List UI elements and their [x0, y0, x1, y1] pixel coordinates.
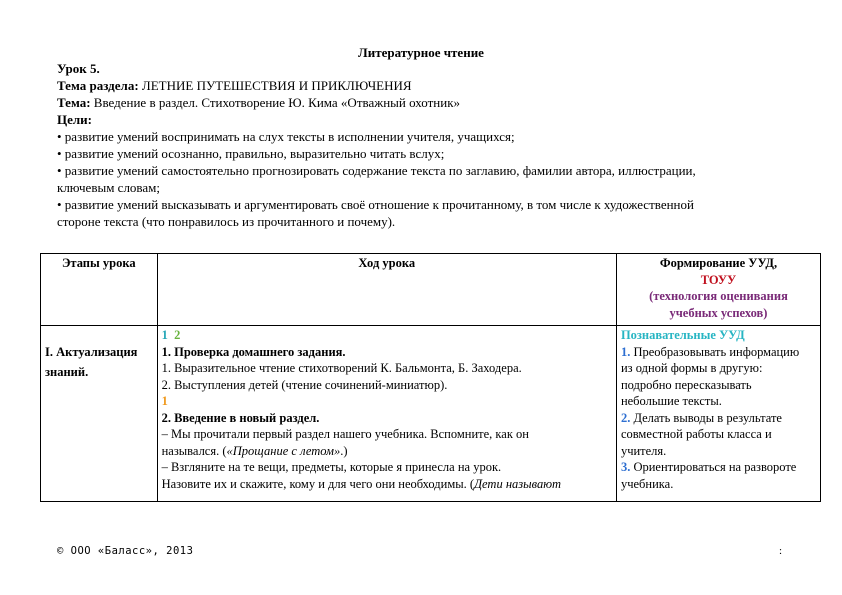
uud-line	[621, 459, 816, 476]
header-course: Ход урока	[157, 254, 616, 326]
marker-cyan: 1	[161, 328, 168, 342]
intro-line	[162, 443, 612, 460]
uud-text: Ориентироваться на развороте	[633, 460, 797, 474]
homework-title: 1. Проверка домашнего задания.	[161, 344, 346, 359]
uud-text: Делать выводы в результате	[633, 410, 782, 425]
uud-line: учебника.	[620, 476, 674, 491]
intro-text: Назовите их и скажите, кому и для чего они необходимы. (	[161, 476, 475, 491]
uud-text: Преобразовывать информацию	[633, 344, 800, 359]
header-touu-sub1: (технология оценивания	[649, 289, 788, 303]
uud-line	[621, 410, 816, 427]
header-touu: ТОУУ	[700, 272, 737, 287]
table-header-row	[41, 254, 821, 326]
uud-item	[621, 410, 816, 460]
header-uud	[616, 254, 820, 326]
goal-line: • развитие умений самостоятельно прогнозировать содержание текста по заглавию, фамилии автора, иллюстрации,	[57, 163, 696, 178]
intro-line: – Мы прочитали первый раздел нашего учебника. Вспомните, как он	[161, 427, 529, 441]
goal-line: • развитие умений высказывать и аргументировать своё отношение к прочитанному, в том числе к художественной	[57, 197, 694, 212]
uud-line: подробно пересказывать	[620, 377, 752, 392]
uud-line: совместной работы класса и	[620, 427, 772, 441]
header-stages: Этапы урока	[41, 254, 158, 326]
intro-title: 2. Введение в новый раздел.	[161, 410, 320, 425]
stage-title-line2: знаний.	[45, 364, 89, 379]
intro-text: назывался. (	[161, 443, 227, 458]
marker-row	[162, 327, 612, 344]
theme-line	[57, 94, 777, 111]
lesson-number: Урок 5.	[57, 61, 100, 76]
uud-number: 3.	[620, 460, 631, 474]
header-uud-title: Формирование УУД,	[659, 256, 778, 270]
table-row	[41, 326, 821, 502]
uud-line	[621, 344, 816, 361]
marker-green: 2	[174, 328, 181, 342]
uud-line: учителя.	[620, 443, 667, 458]
uud-item	[621, 459, 816, 492]
goal-line: ключевым словам;	[57, 180, 161, 195]
stage-cell	[41, 326, 158, 502]
course-cell	[157, 326, 616, 502]
section-label: Тема раздела:	[57, 78, 139, 93]
uud-number: 2.	[620, 410, 631, 425]
copyright-footer: © ООО «Баласс», 2013	[57, 545, 194, 557]
goal-line: стороне текста (что понравилось из прочитанного и почему).	[57, 214, 396, 229]
theme-value: Введение в раздел. Стихотворение Ю. Кима «Отважный охотник»	[90, 95, 461, 110]
uud-number: 1.	[620, 344, 631, 359]
uud-line: из одной формы в другую:	[620, 361, 763, 375]
stage-title-line1: I. Актуализация	[45, 345, 138, 359]
page-title: Литературное чтение	[358, 45, 484, 60]
section-line	[57, 77, 777, 94]
lesson-header	[57, 60, 777, 230]
lesson-table	[40, 253, 821, 502]
intro-line: – Взгляните на те вещи, предметы, которые я принесла на урок.	[161, 460, 502, 474]
section-value: ЛЕТНИЕ ПУТЕШЕСТВИЯ И ПРИКЛЮЧЕНИЯ	[138, 78, 412, 93]
homework-item: 1. Выразительное чтение стихотворений К. Бальмонта, Б. Заходера.	[161, 361, 522, 375]
homework-item: 2. Выступления детей (чтение сочинений-миниатюр).	[161, 377, 448, 392]
uud-line: небольшие тексты.	[620, 394, 722, 408]
intro-italic: «Прощание с летом»	[226, 443, 341, 458]
uud-cell	[616, 326, 820, 502]
theme-label: Тема:	[57, 95, 91, 110]
uud-title: Познавательные УУД	[620, 328, 745, 342]
goal-line: • развитие умений осознанно, правильно, выразительно читать вслух;	[57, 146, 445, 161]
goal-line: • развитие умений воспринимать на слух тексты в исполнении учителя, учащихся;	[57, 129, 515, 144]
intro-line	[162, 476, 612, 493]
intro-text: .)	[340, 443, 348, 458]
page-mark: :	[779, 545, 783, 557]
goals-label: Цели:	[57, 112, 92, 127]
uud-item	[621, 344, 816, 410]
marker-orange: 1	[161, 394, 168, 408]
intro-italic: Дети называют	[474, 476, 562, 491]
header-touu-sub2: учебных успехов)	[669, 305, 768, 320]
